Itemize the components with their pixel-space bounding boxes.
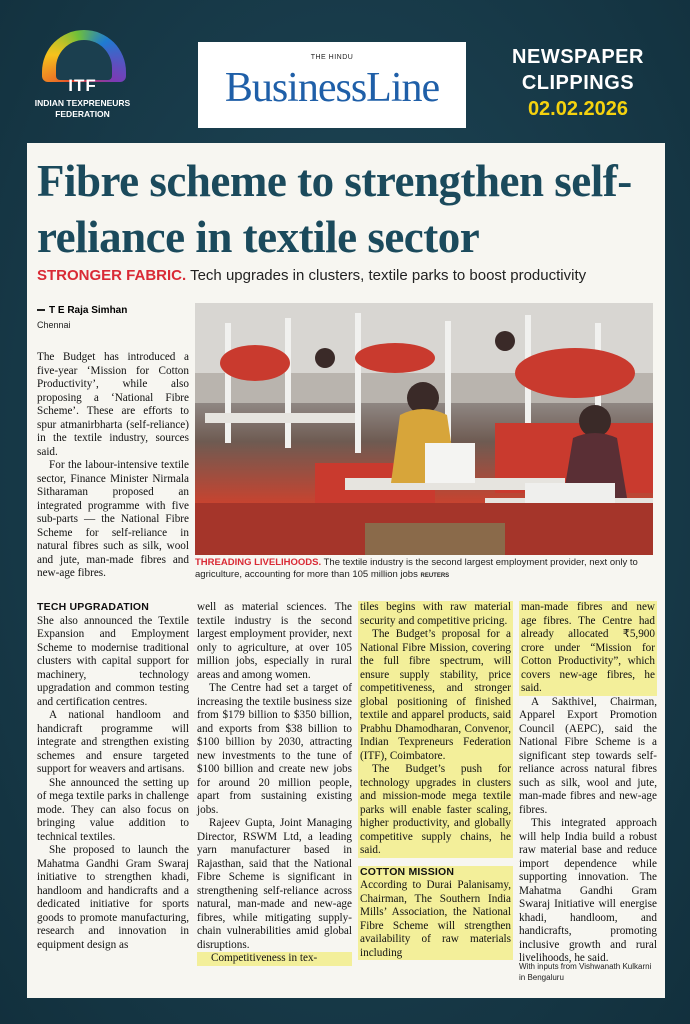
caption-label: THREADING LIVELIHOODS. (195, 557, 322, 568)
photo-caption (195, 557, 655, 582)
column-3 (358, 601, 513, 960)
column-2 (197, 601, 352, 966)
paragraph: well as material sciences. The textile industry is the second largest employment provider, next only to agriculture, at over 105 million jobs, especially in rural areas and among women. (197, 601, 352, 681)
lead-paragraph: For the labour-intensive textile sector, Finance Minister Nirmala Sitharaman proposed an integrated programme with five sub-parts — the National Fibre Scheme for self-reliance in natural fibres such as silk, wool and jute, man-made fibres and new-age fibres. (37, 459, 189, 579)
section-heading: TECH UPGRADATION (37, 601, 150, 613)
highlighted-quote (358, 601, 513, 858)
masthead-title: BusinessLine (224, 65, 440, 111)
highlighted-cotton-mission (358, 866, 513, 961)
paragraph: She proposed to launch the Mahatma Gandhi Gram Swaraj initiative to strengthen khadi, handloom and handicrafts and a dedicated initiative for sports goods to promote manufacturing, research and innovation in equipment design as (37, 844, 189, 951)
logo-subtitle: INDIAN TEXPRENEURS FEDERATION (34, 98, 131, 119)
highlighted-paragraph: Competitiveness in tex- (197, 952, 352, 966)
lead-paragraph: The Budget has introduced a five-year ‘Mission for Cotton Productivity’, while also proposing a ‘National Fibre Scheme’. These are efforts to spur atmanirbharta (self-reliance) in the textile industry, sources said. (37, 351, 189, 458)
column-1 (37, 601, 189, 952)
headline: Fibre scheme to strengthen self-reliance in textile sector (37, 156, 632, 262)
paragraph: The Centre had set a target of increasing the textile business size from $179 billion to $350 billion, and exports from $38 billion to $100 billion by 2030, attracting new investments to the tune of $100 billion and create new jobs for around 20 million people, apart from sustaining existing jobs. (197, 682, 352, 816)
paragraph: Rajeev Gupta, Joint Managing Director, RSWM Ltd, a leading yarn manufacturer based in Rajasthan, said that the National Fibre Scheme is significant in strengthening self-reliance across natural, man-made and new-age fibres, while mitigating supply-chain vulnerabilities amid global disruptions. (197, 817, 352, 951)
caption-text: The textile industry is the second largest employment provider, next only to agriculture, accounting for more than 105 million jobs (195, 557, 638, 580)
section-heading: COTTON MISSION (360, 865, 455, 878)
paragraph: A Sakthivel, Chairman, Apparel Export Promotion Council (AEPC), said the National Fibre Scheme is a significant step towards self-reliance across natural fibres such as silk, wool and jute, man-made fibres and new-age fibres. (519, 695, 657, 816)
paragraph: She also announced the Textile Expansion and Employment Scheme to modernise traditional clusters with capital support for machinery, technology upgradation and common testing and certification centres. (37, 614, 189, 708)
photo-credit: REUTERS (420, 573, 450, 579)
lead-column (37, 351, 189, 581)
paragraph: According to Durai Palanisamy, Chairman, The Southern India Mills’ Association, the National Fibre Scheme will strengthen availability of raw materials including (360, 879, 511, 959)
byline-name: T E Raja Simhan (49, 305, 128, 316)
contributor-note: With inputs from Vishwanath Kulkarni in Bengaluru (519, 962, 652, 982)
itf-emblem-icon (42, 30, 126, 82)
byline (37, 305, 127, 316)
dateline: Chennai (37, 320, 71, 330)
paragraph: The Budget’s proposal for a National Fibre Mission, covering the full fibre spectrum, will ensure supply stability, price competitiveness, and stronger global positioning of finished textile and apparel products, said Prabhu Dhamodharan, Convenor, Indian Texpreneurs Federation (ITF), Coimbatore. (360, 628, 511, 762)
column-4 (519, 601, 657, 966)
clippings-date: 02.02.2026 (527, 98, 629, 120)
paragraph: She announced the setting up of mega textile parks in challenge mode. They can also focus on bringing value addition to technical textiles. (37, 776, 189, 843)
paragraph: tiles begins with raw material security and competitive pricing. (360, 601, 511, 627)
kicker-text: Tech upgrades in clusters, textile parks to boost productivity (190, 267, 587, 284)
itf-logo (30, 30, 135, 130)
news-photo (195, 303, 653, 555)
kicker-label: STRONGER FABRIC. (37, 267, 187, 284)
paragraph: The Budget’s push for technology upgrades in clusters and mission-mode mega textile parks will enable faster scaling, higher productivity, and globally competitive supply chains, he said. (360, 763, 511, 856)
textile-workers-photo-icon (195, 303, 653, 555)
paragraph: This integrated approach will help India build a robust raw material base and reduce import dependence while supporting innovation. The Mahatma Gandhi Gram Swaraj Initiative will energise khadi, handloom, and handicrafts, promoting inclusive growth and rural livelihoods, he said. (519, 817, 657, 964)
kicker (37, 267, 657, 284)
highlighted-paragraph: man-made fibres and new age fibres. The Centre had already allocated ₹5,900 crore under “Mission for Cotton Productivity”, which covers new-age fibres, he said. (521, 601, 655, 694)
clippings-title: NEWSPAPER CLIPPINGS (512, 46, 644, 94)
masthead-small: THE HINDU (310, 54, 354, 61)
logo-name: ITF (68, 76, 97, 95)
newspaper-clipping (27, 143, 665, 998)
paragraph: A national handloom and handicraft programme will integrate and strengthen existing schemes and ensure targeted support for weavers and artisans. (37, 709, 189, 775)
masthead (198, 42, 466, 128)
